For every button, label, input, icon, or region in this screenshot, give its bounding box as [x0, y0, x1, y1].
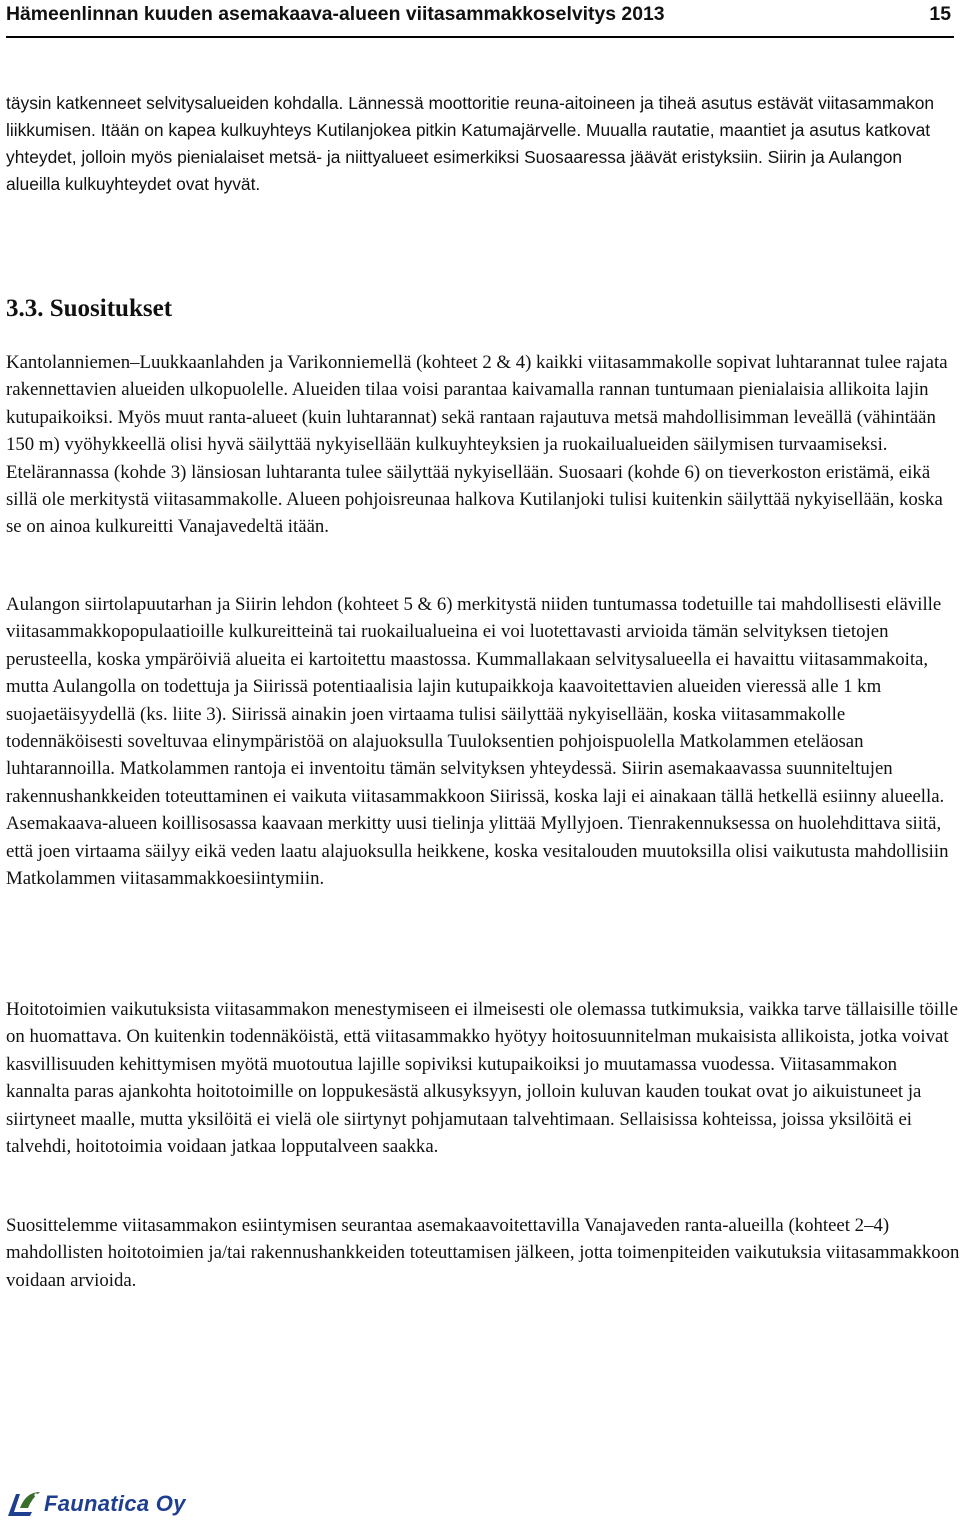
company-logo [6, 1486, 186, 1522]
recommendations-paragraph-3: Hoitotoimien vaikutuksista viitasammakon menestymiseen ei ilmeisesti ole olemassa tutkimuksia, vaikka tarve tällaisille töille on huomattava. On kuitenkin todennäköistä, että viitasammakko hyötyy hoitosuunnitelman mukaisista allikoista, jotka voivat kasvillisuuden kehittymisen myötä muotoutua lajille sopiviksi kutupaikoiksi jo muutamassa vuodessa. Viitasammakon kannalta paras ajankohta hoitotoimille on loppukesästä alkusyksyyn, jolloin kuluvan kauden toukat ovat jo aikuistuneet ja siirtyneet maalle, mutta yksilöitä ei vielä ole siirtynyt pohjamutaan talvehtimaan. Sellaisissa kohteissa, joissa yksilöitä ei talvehdi, hoitotoimia voidaan jatkaa lopputalveen saakka. [6, 999, 958, 1158]
frog-logo-icon [6, 1488, 42, 1520]
page-number: 15 [929, 3, 951, 25]
logo-text: Faunatica Oy [44, 1491, 186, 1516]
page-header [6, 0, 954, 38]
recommendations-paragraph-2: Aulangon siirtolapuutarhan ja Siirin lehdon (kohteet 5 & 6) merkitystä niiden tuntumassa todetuille tai mahdollisesti eläville viitasammakkopopulaatioille kulkureitteinä tai ruokailualueina ei voi luotettavasti arvioida tämän selvityksen tietojen perusteella, koska ympäröiviä alueita ei kartoitettu maastossa. Kummallakaan selvitysalueella ei havaittu viitasammakoita, mutta Aulangolla on todettuja ja Siirissä potentiaalisia lajin kutupaikkoja kaavoitettavien alueiden vieressä alle 1 km suojaetäisyydellä (ks. liite 3). Siirissä ainakin joen virtaama tulisi säilyttää nykyisellään, koska viitasammakolle todennäköisesti soveltuvaa elinympäristöä on alajuoksulla Tuuloksentien pohjoispuolella Matkolammen eteläosan luhtarannoilla. Matkolammen rantoja ei inventoitu tämän selvityksen yhteydessä. Siirin asemakaavassa suunniteltujen rakennushankkeiden toteuttaminen ei vaikuta viitasammakkoon Siirissä, koska laji ei ainakaan tällä hetkellä esiinny alueella. Asemakaava-alueen koillisosassa kaavaan merkitty uusi tielinja ylittää Myllyjoen. Tienrakennuksessa on huolehdittava siitä, että joen virtaama säilyy eikä veden laatu alajuoksulla heikkene, koska vesitalouden muutoksilla olisi vaikutusta mahdollisiin Matkolammen viitasammakkoesiintymiin. [6, 594, 949, 890]
intro-paragraph: täysin katkenneet selvitysalueiden kohdalla. Lännessä moottoritie reuna-aitoineen ja tiheä asutus estävät viitasammakon liikkumisen. Itään on kapea kulkuyhteys Kutilanjokea pitkin Katumajärvelle. Muualla rautatie, maantiet ja asutus katkovat yhteydet, jolloin myös pienialaiset metsä- ja niittyalueet esimerkiksi Suosaaressa jäävät eristyksiin. Siirin ja Aulangon alueilla kulkuyhteydet ovat hyvät. [6, 93, 935, 194]
section-heading: 3.3. Suositukset [6, 295, 173, 322]
document-title: Hämeenlinnan kuuden asemakaava-alueen viitasammakkoselvitys 2013 [6, 3, 665, 25]
recommendations-paragraph-1: Kantolanniemen–Luukkaanlahden ja Varikonniemellä (kohteet 2 & 4) kaikki viitasammakolle sopivat luhtarannat tulee rajata rakennettavien alueiden ulkopuolelle. Alueiden tilaa voisi parantaa kaivamalla rannan tuntumaan pienialaisia allikoita lajin kutupaikoiksi. Myös muut ranta-alueet (kuin luhtarannat) sekä rantaan rajautuva metsä mahdollisimman leveällä (vähintään 150 m) vyöhykkeellä olisi hyvä säilyttää nykyisellään kulkuyhteyksien ja ruokailualueiden säilymisen turvaamiseksi. Etelärannassa (kohde 3) länsiosan luhtaranta tulee säilyttää nykyisellään. Suosaari (kohde 6) on tieverkoston eristämä, eikä sillä ole merkitystä viitasammakolle. Alueen pohjoisreunaa halkova Kutilanjoki tulisi kuitenkin säilyttää nykyisellään, koska se on ainoa kulkureitti Vanajavedeltä itään. [6, 352, 948, 538]
recommendations-paragraph-4: Suosittelemme viitasammakon esiintymisen seurantaa asemakaavoitettavilla Vanajaveden ranta-alueilla (kohteet 2–4) mahdollisten hoitotoimien ja/tai rakennushankkeiden toteuttamisen jälkeen, jotta toimenpiteiden vaikutuksia viitasammakkoon voidaan arvioida. [6, 1215, 960, 1291]
